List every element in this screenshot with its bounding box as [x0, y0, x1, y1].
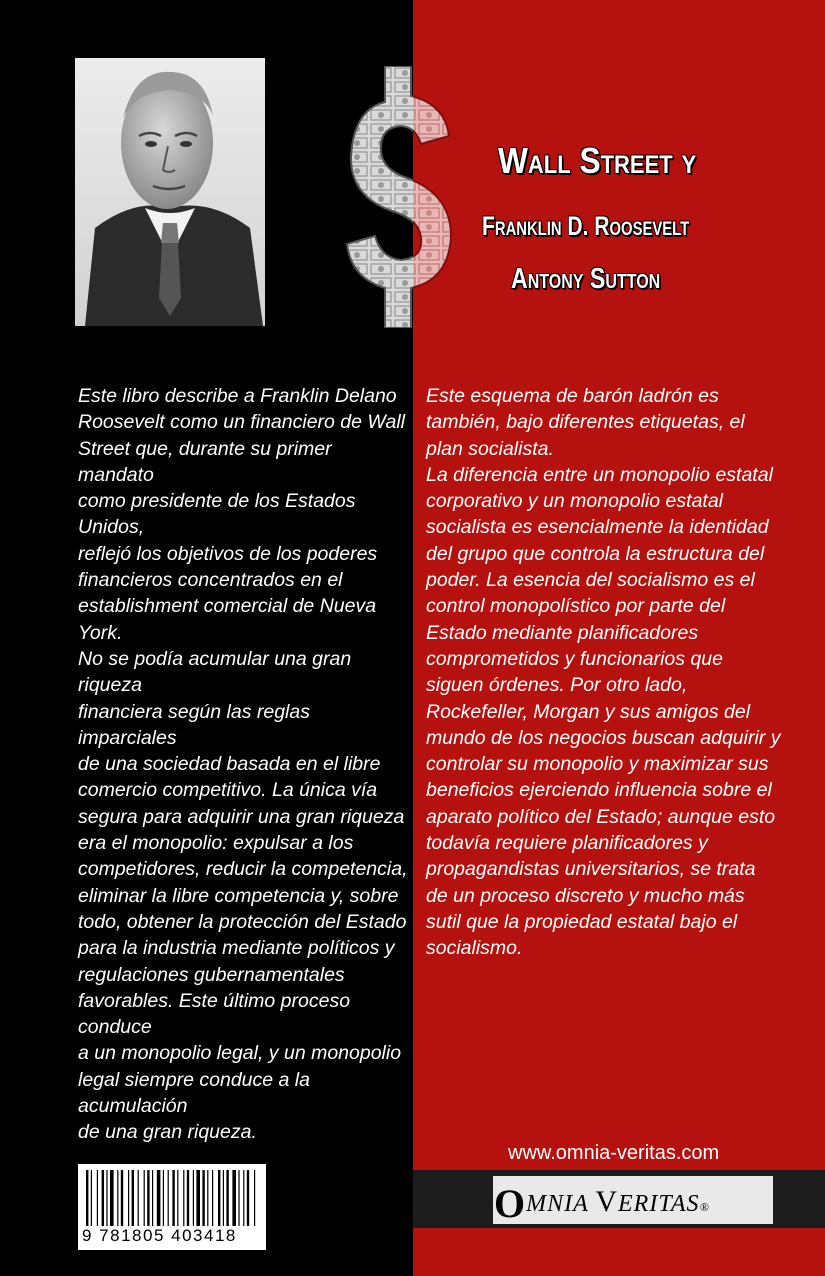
author-name: Antony Sutton — [511, 263, 661, 295]
book-title-line1: Wall Street y — [498, 140, 697, 181]
isbn-barcode — [78, 1164, 266, 1250]
publisher-logo-mnia: MNIA — [526, 1191, 596, 1217]
publisher-logo — [494, 1180, 710, 1227]
barcode-icon — [86, 1170, 258, 1226]
registered-mark: ® — [699, 1200, 710, 1214]
author-portrait — [75, 58, 265, 326]
blurb-left-column: Este libro describe a Franklin Delano Roosevelt como un financiero de Wall Street que, durante su primer mandato como presidente de los Estados Unidos, reflejó los objetivos de los poderes financieros concentrados en el establishment comercial de Nueva York. No se podía acumular una gran riqueza financiera según las reglas imparciales de una sociedad basada en el libre comercio competitivo. La única vía segura para adquirir una gran riqueza era el monopolio: expulsar a los competidores, reducir la competencia, eliminar la libre competencia y, sobre todo, obtener la protección del Estado para la industria mediante políticos y regulaciones gubernamentales favorables. Este último proceso conduce a un monopolio legal, y un monopolio legal siempre conduce a la acumulación de una gran riqueza. — [78, 385, 408, 1144]
blurb-right-column: Este esquema de barón ladrón es también, bajo diferentes etiquetas, el plan socialista. La diferencia entre un monopolio estatal corporativo y un monopolio estatal socialista es esencialmente la identidad del grupo que controla la estructura del poder. La esencia del socialismo es el control monopolístico por parte del Estado mediante planificadores comprometidos y funcionarios que siguen órdenes. Por otro lado, Rockefeller, Morgan y sus amigos del mundo de los negocios buscan adquirir y controlar su monopolio y maximizar sus beneficios ejerciendo influencia sobre el aparato político del Estado; aunque esto todavía requiere planificadores y propagandistas universitarios, se trata de un proceso discreto y mucho más sutil que la propiedad estatal bajo el socialismo. — [426, 385, 781, 960]
dollar-sign-banknotes-icon — [345, 66, 455, 328]
publisher-website[interactable]: www.omnia-veritas.com — [508, 1142, 720, 1164]
book-title-line2: Franklin D. Roosevelt — [482, 211, 690, 241]
publisher-logo-o: O — [494, 1181, 527, 1226]
publisher-logo-v: V — [595, 1185, 619, 1218]
isbn-digits: 9 781805 403418 — [82, 1226, 237, 1245]
publisher-logo-eritas: ERITAS — [618, 1191, 700, 1217]
